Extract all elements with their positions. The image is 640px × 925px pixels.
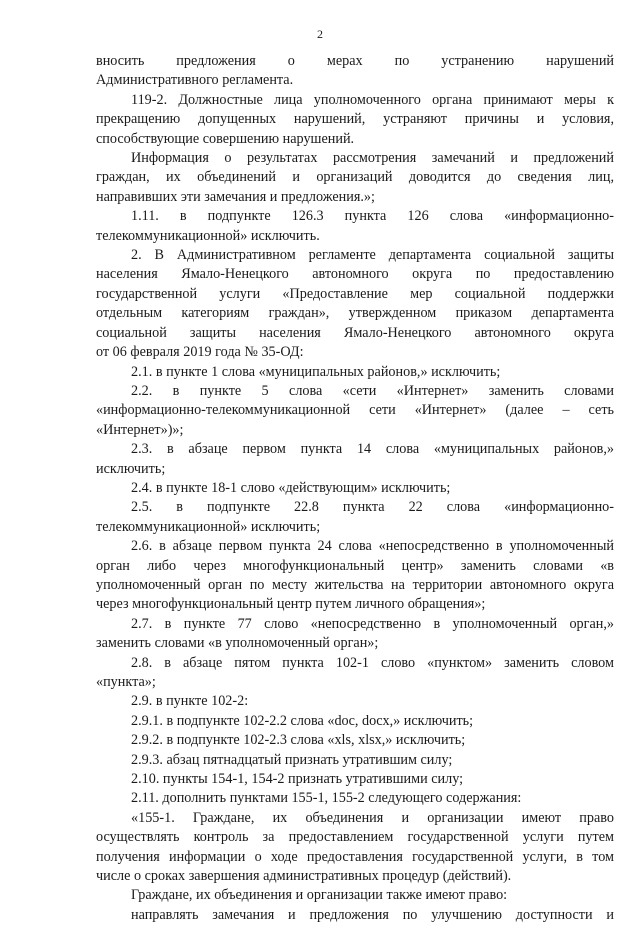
text-line: способствующие совершению нарушений. [96, 130, 355, 147]
text-line: «информационно-телекоммуникационной сети «Интернет» (далее – сеть [96, 402, 614, 419]
text-line: Информация о результатах рассмотрения замечаний и предложений [131, 150, 614, 167]
text-line: осуществлять контроль за предоставлением государственной услуги путем [96, 829, 614, 846]
text-line: направивших эти замечания и предложения.»; [96, 188, 375, 205]
text-line: прекращению допущенных нарушений, устраняют причины и условия, [96, 111, 614, 128]
text-line: 2.7. в пункте 77 слово «непосредственно в уполномоченный орган,» [131, 615, 614, 632]
text-line: «пункта»; [96, 674, 156, 690]
text-line: получения информации о ходе предоставления государственной услуги, в том [96, 848, 614, 865]
page-number: 2 [317, 27, 323, 41]
text-line: заменить словами «в уполномоченный орган»; [96, 635, 379, 652]
text-line: 2.9. в пункте 102-2: [131, 693, 249, 710]
text-line: 2.9.3. абзац пятнадцатый признать утратившим силу; [131, 751, 453, 768]
text-line: телекоммуникационной» исключить; [96, 518, 321, 535]
text-line: 2.10. пункты 154-1, 154-2 признать утратившими силу; [131, 771, 464, 788]
text-line: 2.2. в пункте 5 слова «сети «Интернет» заменить словами [131, 382, 614, 399]
text-line: Граждане, их объединения и организации также имеют право: [131, 887, 508, 904]
text-line: граждан, их объединений и организаций доводится до сведения лиц, [96, 169, 614, 186]
text-line: 2.5. в подпункте 22.8 пункта 22 слова «информационно- [131, 499, 614, 516]
text-line: «155-1. Граждане, их объединения и организации имеют право [131, 809, 614, 826]
text-line: социальной защиты населения Ямало-Ненецкого автономного округа [96, 324, 614, 341]
text-line: населения Ямало-Ненецкого автономного округа по предоставлению [96, 266, 614, 283]
text-line: уполномоченный орган по месту жительства на территории автономного округа [96, 576, 614, 593]
text-line: государственной услуги «Предоставление мер социальной поддержки [96, 285, 614, 302]
text-line: вносить предложения о мерах по устранению нарушений [96, 53, 614, 69]
text-line: направлять замечания и предложения по улучшению доступности и [131, 906, 614, 923]
text-line: орган либо через многофункциональный центр» заменить словами «в [96, 557, 614, 574]
text-line: отдельным категориям граждан», утвержденном приказом департамента [96, 305, 614, 322]
text-line: от 06 февраля 2019 года № 35-ОД: [96, 344, 304, 361]
text-line: «Интернет»)»; [96, 421, 184, 438]
text-line: Административного регламента. [96, 72, 294, 89]
text-line: 2.8. в абзаце пятом пункта 102-1 слово «пунктом» заменить словом [131, 654, 614, 671]
text-line: 2.1. в пункте 1 слова «муниципальных районов,» исключить; [131, 363, 501, 380]
text-line: 2. В Административном регламенте департамента социальной защиты [131, 247, 614, 264]
text-line: телекоммуникационной» исключить. [96, 227, 320, 244]
text-line: исключить; [96, 460, 166, 477]
text-line: 2.3. в абзаце первом пункта 14 слова «муниципальных районов,» [131, 441, 614, 458]
text-line: 2.11. дополнить пунктами 155-1, 155-2 следующего содержания: [131, 790, 522, 807]
document-body [96, 52, 614, 925]
text-line: 2.6. в абзаце первом пункта 24 слова «непосредственно в уполномоченный [131, 538, 614, 555]
text-line: 2.9.2. в подпункте 102-2.3 слова «xls, xlsx,» исключить; [131, 732, 466, 749]
text-line: 119-2. Должностные лица уполномоченного органа принимают меры к [131, 91, 614, 108]
text-line: 2.9.1. в подпункте 102-2.2 слова «doc, docx,» исключить; [131, 712, 474, 729]
text-line: через многофункциональный центр путем личного обращения»; [96, 596, 486, 613]
text-line: числе о сроках завершения административных процедур (действий). [96, 868, 512, 885]
text-line: 2.4. в пункте 18-1 слово «действующим» исключить; [131, 479, 451, 496]
text-line: 1.11. в подпункте 126.3 пункта 126 слова «информационно- [131, 208, 614, 225]
